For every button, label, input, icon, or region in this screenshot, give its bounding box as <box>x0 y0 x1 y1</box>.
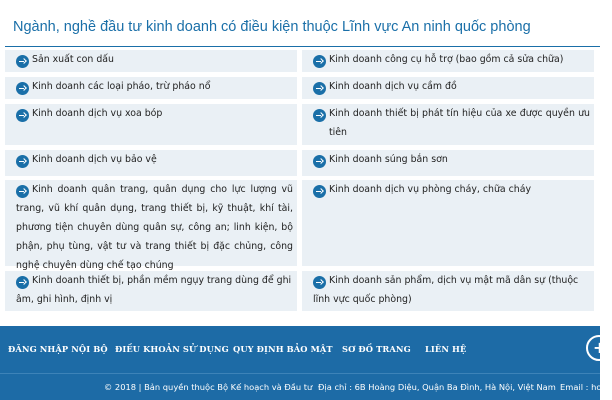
arrow-right-circle-icon <box>313 82 326 95</box>
list-item[interactable] <box>302 150 594 176</box>
list-item[interactable] <box>302 50 594 72</box>
list-item[interactable] <box>302 271 594 311</box>
footer-nav <box>0 344 600 358</box>
list-item-label: Sản xuất con dấu <box>32 54 114 65</box>
footer-link-sitemap[interactable]: SƠ ĐỒ TRANG <box>342 344 411 354</box>
list-item-label: Kinh doanh các loại pháo, trừ pháo nổ <box>32 81 211 92</box>
list-item[interactable] <box>302 77 594 99</box>
list-item[interactable] <box>302 104 594 145</box>
list-item[interactable] <box>5 104 297 145</box>
list-item[interactable] <box>5 180 297 271</box>
arrow-right-circle-icon <box>16 55 29 68</box>
list-item-label: Kinh doanh quân trang, quân dụng cho lực lượng vũ trang, vũ khí quân dụng, trang thiết bị, kỹ thuật, khí tài, phương tiện chuyên dùng quân sự, công an; linh kiện, bộ phận, phụ tùng, vật tư và trang thiết bị đặc chủng, công nghệ chuyên dùng chế tạo chúng <box>16 184 293 271</box>
list-item[interactable] <box>5 77 297 99</box>
arrow-right-circle-icon <box>313 109 326 122</box>
list-item[interactable] <box>302 180 594 266</box>
title-divider <box>5 46 600 47</box>
list-item-label: Kinh doanh dịch vụ xoa bóp <box>32 108 163 119</box>
arrow-right-circle-icon <box>16 109 29 122</box>
plus-glyph: + <box>593 338 607 357</box>
arrow-right-circle-icon <box>313 55 326 68</box>
arrow-right-circle-icon <box>16 276 29 289</box>
footer-link-internal-login[interactable]: ĐĂNG NHẬP NỘI BỘ <box>8 344 108 354</box>
list-item-label: Kinh doanh công cụ hỗ trợ (bao gồm cả sửa chữa) <box>329 54 564 65</box>
list-item-label: Kinh doanh thiết bị, phần mềm ngụy trang dùng để ghi âm, ghi hình, định vị <box>16 275 292 305</box>
list-item-label: Kinh doanh thiết bị phát tín hiệu của xe được quyền ưu tiên <box>329 108 590 138</box>
list-item[interactable] <box>5 150 297 176</box>
footer-link-contact[interactable]: LIÊN HỆ <box>425 344 467 354</box>
list-item[interactable] <box>5 271 297 311</box>
page-title: Ngành, nghề đầu tư kinh doanh có điều kiện thuộc Lĩnh vực An ninh quốc phòng <box>13 19 531 35</box>
list-item-label: Kinh doanh dịch vụ cầm đồ <box>329 81 457 92</box>
list-item-label: Kinh doanh sản phẩm, dịch vụ mật mã dân sự (thuộc lĩnh vực quốc phòng) <box>313 275 579 305</box>
site-footer <box>0 326 609 400</box>
arrow-right-circle-icon <box>313 185 326 198</box>
list-item[interactable] <box>5 50 297 72</box>
footer-link-terms-of-use[interactable]: ĐIỀU KHOẢN SỬ DỤNG <box>115 344 229 354</box>
plus-circle-icon[interactable] <box>586 335 612 361</box>
footer-email[interactable]: Email : hotr <box>560 382 609 392</box>
list-item-label: Kinh doanh dịch vụ phòng cháy, chữa cháy <box>329 184 532 195</box>
arrow-right-circle-icon <box>16 155 29 168</box>
list-item-label: Kinh doanh dịch vụ bảo vệ <box>32 154 157 165</box>
list-item-label: Kinh doanh súng bắn sơn <box>329 154 448 165</box>
arrow-right-circle-icon <box>313 155 326 168</box>
footer-divider <box>0 373 600 374</box>
footer-address: Địa chỉ : 6B Hoàng Diệu, Quận Ba Đình, Hà Nội, Việt Nam <box>318 382 556 392</box>
arrow-right-circle-icon <box>313 276 326 289</box>
footer-link-privacy-policy[interactable]: QUY ĐỊNH BẢO MẬT <box>233 344 333 354</box>
arrow-right-circle-icon <box>16 82 29 95</box>
arrow-right-circle-icon <box>16 185 29 198</box>
footer-copyright: © 2018 | Bản quyền thuộc Bộ Kế hoạch và Đầu tư <box>104 382 313 392</box>
